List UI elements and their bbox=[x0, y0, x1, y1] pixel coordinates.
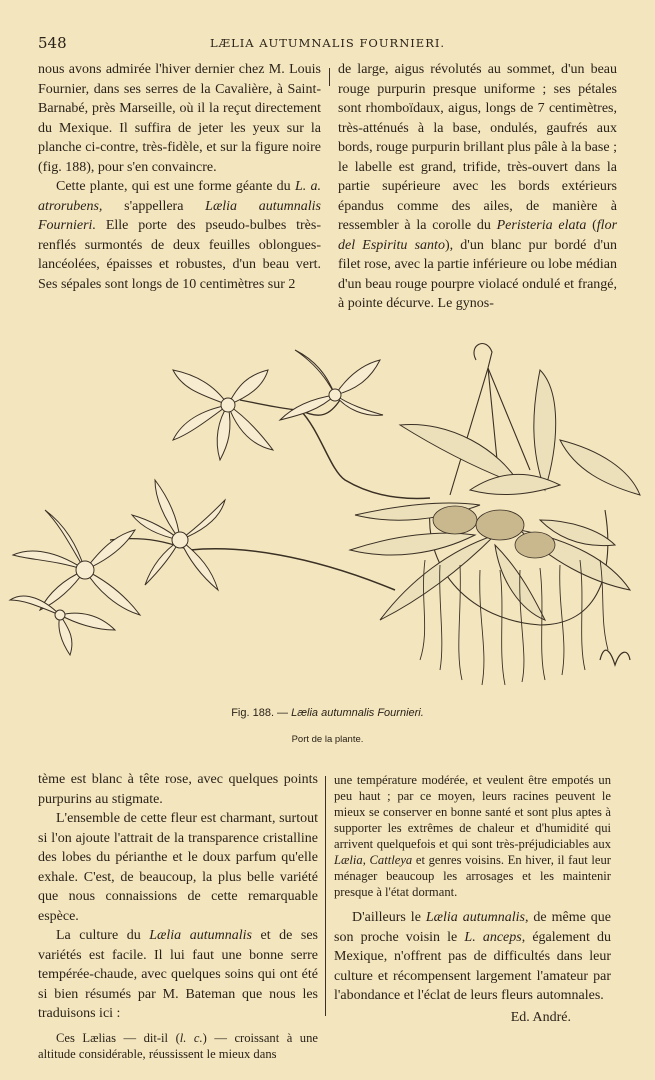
figure-caption: Fig. 188. — Lælia autumnalis Fournieri. bbox=[231, 707, 424, 719]
paragraph: L'ensemble de cette fleur est charmant, surtout si l'on ajoute l'attrait de la transparence cristalline des lobes du périanthe et le doux parfum qu'elle exhale. C'est, de beaucoup, la plus belle variété que nous connaissions de cette remarquable espèce. bbox=[38, 811, 318, 924]
page-header bbox=[38, 34, 617, 52]
paragraph: La culture du Lælia autumnalis et de ses variétés est facile. Il lui faut une bonne serre tempérée-chaude, avec quelques soins qui ont été si bien résumés par M. Bateman que nous les traduisons ici : bbox=[38, 928, 318, 1021]
paragraph: D'ailleurs le Lælia autumnalis, de même que son proche voisin le L. anceps, également du Mexique, n'offrent pas de difficultés dans leur culture et récompensent largement l'amateur par l'abondance et l'éclat de leurs fleurs automnales. bbox=[334, 910, 611, 1003]
top-right-column bbox=[338, 60, 617, 314]
paragraph: de large, aigus révolutés au sommet, d'un beau rouge purpurin presque uniforme ; ses pétales sont rhomboïdaux, aigus, longs de 7 centimètres, très-atténués à la base, ondulés, gaufrés aux bords, rouge purpurin brillant plus pâle à la base ; le labelle est grand, trifide, très-ouvert dans la partie supérieure avec les bords extérieurs épandus comme des ailes, de manière à ressembler à la corolle du Peristeria elata (flor del Espiritu santo), d'un blanc pur bordé d'un filet rose, avec la partie inférieure ou lobe médian d'un beau rouge pourpre violacé ondulé et frangé, à pointe décurve. Le gynos- bbox=[338, 62, 618, 311]
quote-paragraph: une température modérée, et veulent être empotés un peu haut ; par ce moyen, leurs racines peuvent le mieux se conserver en bonne santé et sont plus aptes à supporter les extrêmes de chaleur et d'humidité qui arrivent quelquefois et qui sont très-préjudiciables aux Lælia, Cattleya et genres voisins. En hiver, il faut leur ménager beaucoup les arrosages et les maintenir presque à l'état dormant. bbox=[334, 773, 611, 899]
column-divider bbox=[329, 68, 330, 86]
running-title: LÆLIA AUTUMNALIS FOURNIERI. bbox=[209, 36, 446, 50]
bottom-left-column bbox=[38, 770, 318, 1062]
orchid-illustration bbox=[0, 320, 655, 700]
quote-paragraph: Ces Lælias — dit-il (l. c.) — croissant à une altitude considérable, réussissent le mieux dans bbox=[38, 1030, 318, 1061]
paragraph: Cette plante, qui est une forme géante du L. a. atrorubens, s'appellera Lælia autumnalis Fournieri. Elle porte des pseudo-bulbes très-renflés surmontés de deux feuilles oblongues-lancéolées, épaisses et robustes, d'un beau vert. Ses sépales sont longs de 10 centimètres sur 2 bbox=[38, 179, 322, 292]
figure-subcaption: Port de la plante. bbox=[291, 734, 364, 745]
column-divider bbox=[325, 776, 326, 1016]
paragraph: tème est blanc à tête rose, avec quelques points purpurins au stigmate. bbox=[38, 772, 318, 807]
bottom-right-column bbox=[334, 772, 611, 1027]
paragraph: nous avons admirée l'hiver dernier chez M. Louis Fournier, dans ses serres de la Cavalière, à Saint-Barnabé, près Marseille, où il la reçut directement du Mexique. Il suffira de jeter les yeux sur la planche ci-contre, très-fidèle, et sur la figure noire (fig. 188), pour s'en convaincre. bbox=[38, 62, 321, 175]
top-left-column bbox=[38, 60, 321, 294]
author-signature: Ed. André. bbox=[510, 1009, 571, 1025]
page-number: 548 bbox=[38, 34, 67, 52]
